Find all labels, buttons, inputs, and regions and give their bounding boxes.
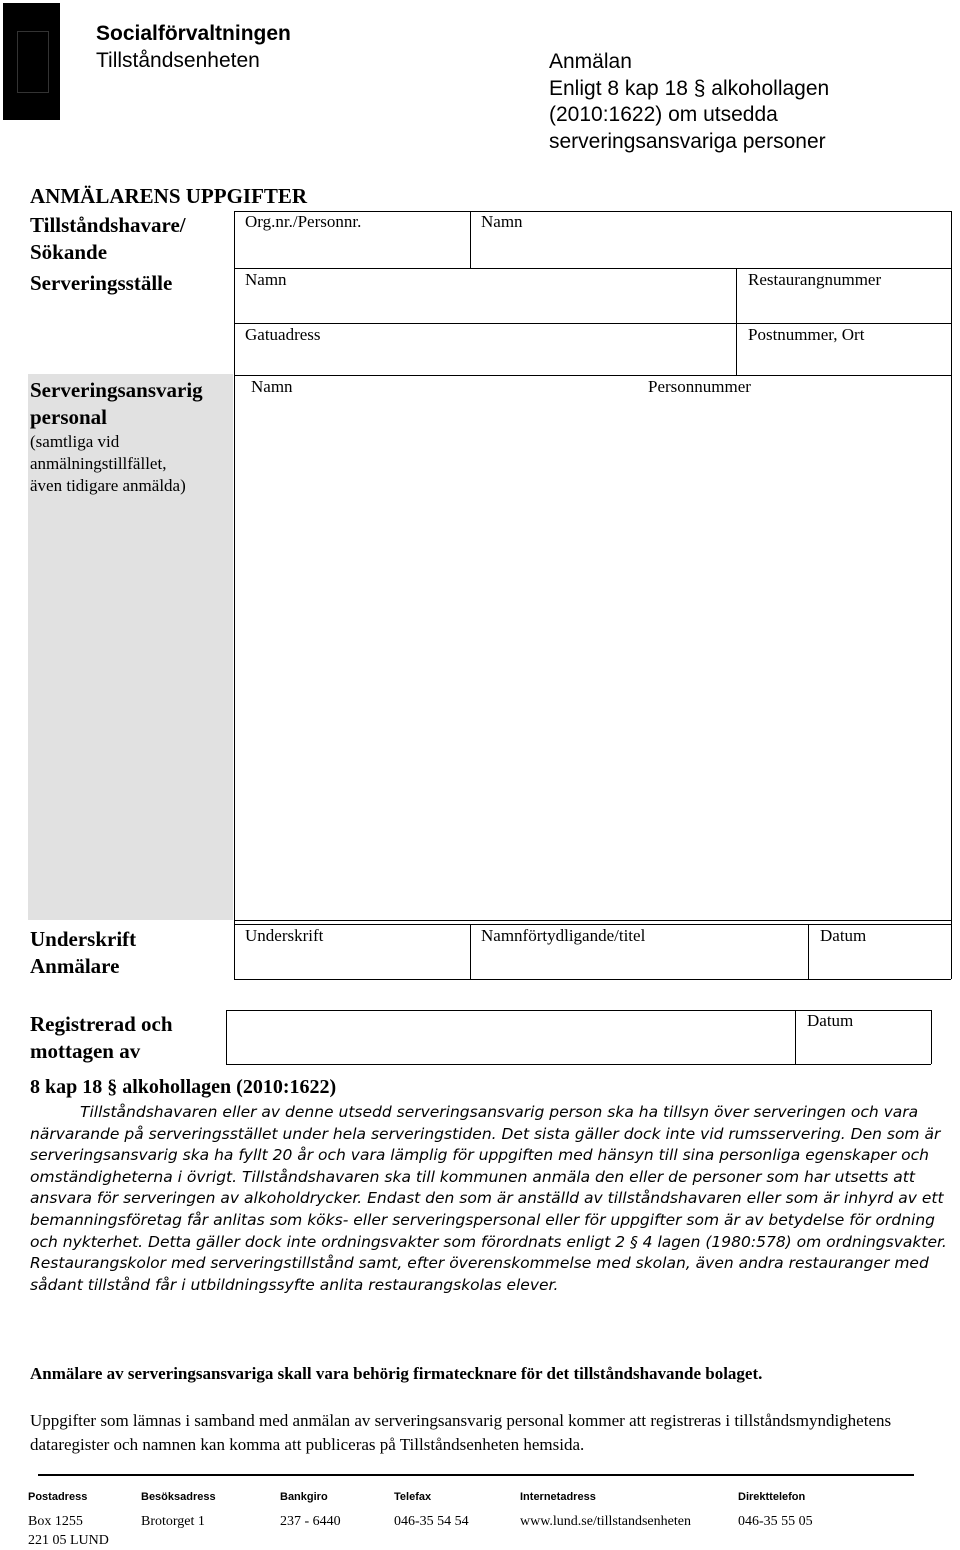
- label-sub-line: även tidigare anmälda): [30, 476, 186, 495]
- form-title-line: Enligt 8 kap 18 § alkohollagen: [549, 76, 830, 100]
- restaurangnummer-label: Restaurangnummer: [748, 270, 882, 289]
- footer-besoksadress: Brotorget 1: [141, 1514, 205, 1529]
- footer-internet-head: Internetadress: [520, 1491, 596, 1503]
- servering-namn-field[interactable]: [234, 268, 736, 323]
- unit-name: Tillståndsenheten: [96, 49, 260, 72]
- firmatecknare-note: Anmälare av serveringsansvariga skall vara behörig firmatecknare för det tillståndshavande bolaget.: [30, 1364, 763, 1383]
- law-heading: 8 kap 18 § alkohollagen (2010:1622): [30, 1076, 337, 1098]
- registrerad-datum-field[interactable]: [796, 1010, 931, 1064]
- department-name: Socialförvaltningen: [96, 22, 291, 45]
- servering-label: Serveringsställe: [30, 271, 173, 295]
- label-sub-line: anmälningstillfället,: [30, 454, 167, 473]
- postnummer-field[interactable]: [737, 323, 951, 375]
- form-title-line: Anmälan: [549, 50, 632, 73]
- label-line: Serveringsansvarig: [30, 378, 203, 402]
- datum-label: Datum: [820, 926, 867, 945]
- label-line: Underskrift: [30, 927, 137, 951]
- orgnr-field[interactable]: [234, 211, 470, 268]
- footer-besoksadress-head: Besöksadress: [141, 1491, 216, 1503]
- section-title: ANMÄLARENS UPPGIFTER: [30, 184, 308, 208]
- label-line: Registrerad och: [30, 1012, 173, 1036]
- postnummer-label: Postnummer, Ort: [748, 325, 865, 344]
- footer-telefax-head: Telefax: [394, 1491, 432, 1503]
- orgnr-field-label: Org.nr./Personnr.: [245, 212, 362, 231]
- label-line: personal: [30, 405, 108, 429]
- gatuadress-label: Gatuadress: [245, 325, 321, 344]
- label-line: Anmälare: [30, 954, 120, 978]
- footer-postadress: [28, 1512, 109, 1550]
- footer-direkttelefon-head: Direkttelefon: [738, 1491, 806, 1503]
- form-title-line: (2010:1622) om utsedda: [549, 103, 778, 126]
- footer-divider: [38, 1474, 914, 1476]
- underskrift-field[interactable]: [234, 924, 470, 979]
- footer-bankgiro-head: Bankgiro: [280, 1491, 328, 1503]
- personal-namn-label: Namn: [251, 377, 293, 396]
- footer-telefax: 046-35 54 54: [394, 1514, 469, 1529]
- coat-of-arms-icon: [17, 31, 49, 93]
- register-note: Uppgifter som lämnas i samband med anmälan av serveringsansvarig personal kommer att registreras i tillståndsmyndighetens dataregister och namnen kan komma att publiceras på Tillståndsenheten hemsida.: [30, 1411, 892, 1454]
- registrerad-label: [30, 1011, 173, 1065]
- footer-postadress-head: Postadress: [28, 1491, 88, 1503]
- restaurangnummer-field[interactable]: [737, 268, 951, 323]
- organisation-block: [96, 20, 291, 74]
- namnfortydligande-field[interactable]: [470, 924, 808, 979]
- footer-value: 221 05 LUND: [28, 1533, 109, 1548]
- tillstand-label: [30, 212, 186, 266]
- namnfortydligande-label: Namnförtydligande/titel: [481, 926, 646, 945]
- municipality-logo: [3, 3, 60, 120]
- personnummer-label: Personnummer: [648, 377, 751, 396]
- servering-namn-label: Namn: [245, 270, 287, 289]
- footer-value: Box 1255: [28, 1514, 83, 1529]
- form-title-line: serveringsansvariga personer: [549, 129, 826, 153]
- footer-direkttelefon: 046-35 55 05: [738, 1514, 813, 1529]
- law-body: Tillståndshavaren eller av denne utsedd serveringsansvarig person ska ha tillsyn över serveringen och vara närvarande på serveringsstället under hela serveringstiden. Det sista gäller dock inte vid rumsservering. Den som är serveringsansvarig ska ha fyllt 20 år och vara lämplig för uppgiften med hänsyn till sina personliga egenskaper och omständigheterna i övrigt. Tillståndshavaren ska till kommunen anmäla den eller de personer som har utsetts att ansvara för serveringen av alkoholdrycker. Endast den som är anställd av tillståndshavaren eller som är inhyrd av ett bemanningsföretag får anlitas som köks- eller serveringspersonal eller för uppgifter som är av betydelse för ordning och nykterhet. Detta gäller dock inte ordningsvakter som förordnats enligt 2 § 4 lagen (1980:578) om ordningsvakter. Restaurangskolor med serveringstillstånd samt, efter överenskommelse med skolan, även andra restauranger med sådant tillstånd får i utbildningssyfte anlita restaurangskolas elever.: [30, 1103, 947, 1294]
- underskrift-label: [30, 926, 136, 980]
- label-sub-line: (samtliga vid: [30, 432, 120, 451]
- tillstand-namn-label: Namn: [481, 212, 523, 231]
- footer-bankgiro: 237 - 6440: [280, 1514, 341, 1529]
- label-line: Sökande: [30, 240, 108, 264]
- label-line: Tillståndshavare/: [30, 213, 186, 237]
- registrerad-datum-label: Datum: [807, 1011, 854, 1030]
- personal-list-field[interactable]: [234, 375, 951, 920]
- footer-internet-link[interactable]: www.lund.se/tillstandsenheten: [520, 1514, 691, 1529]
- underskrift-field-label: Underskrift: [245, 926, 324, 945]
- underskrift-datum-field[interactable]: [809, 924, 951, 979]
- label-line: mottagen av: [30, 1039, 141, 1063]
- personal-label: [30, 377, 203, 497]
- tillstand-namn-field[interactable]: [470, 211, 951, 268]
- form-title: [549, 49, 829, 155]
- gatuadress-field[interactable]: [234, 323, 736, 375]
- registrerad-field[interactable]: [226, 1010, 795, 1064]
